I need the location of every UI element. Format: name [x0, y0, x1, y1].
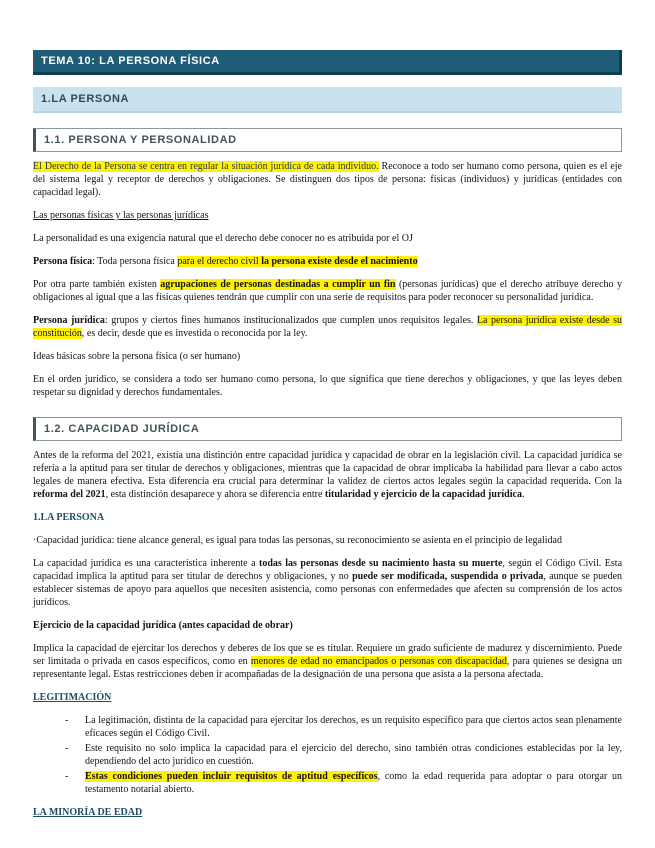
text-segment: puede ser modificada, suspendida o privada: [352, 571, 544, 582]
text-segment: ·Capacidad jurídica: tiene alcance general, es igual para todas las personas, su reconocimiento se asienta en el principio de legalidad: [33, 535, 562, 546]
text-segment: : Toda persona física: [92, 256, 178, 267]
subheading-legitimacion: [33, 691, 622, 704]
text-segment: titularidad y ejercicio de la capacidad jurídica: [324, 489, 522, 500]
text-segment: Reconoce a todo ser humano como persona, quien es el eje del sistema legal y receptor de derechos y obligaciones. Se distinguen dos tipos de persona: físicas (individuos) y jurídicas (entidades con capacidad legal).: [33, 161, 622, 198]
text-segment: .: [521, 489, 525, 500]
section-1-2-content: [33, 449, 622, 819]
subheading-la-persona: [33, 511, 622, 524]
text-segment: reforma del 2021: [33, 489, 106, 500]
text-segment: Este requisito no solo implica la capacidad para el ejercicio del derecho, sino también otras condiciones establecidas por la ley, dependiendo del acto jurídico en cuestión.: [85, 743, 622, 767]
text-segment: Ejercicio de la capacidad jurídica (antes capacidad de obrar): [33, 620, 293, 631]
text-segment: , para quienes se designa un representante legal. Estas restricciones deben ir acompañadas de la designación de una persona que asista a la persona afectada.: [33, 656, 622, 680]
document-title: TEMA 10: LA PERSONA FÍSICA: [41, 55, 220, 67]
text-segment: : grupos y ciertos fines humanos institucionalizados que cumplen unos requisitos legales.: [104, 315, 477, 326]
text-segment: , según el Código Civil. Esta capacidad implica la aptitud para ser titular de derechos y obligaciones, y no: [33, 558, 623, 582]
section-1-1-content: [33, 160, 622, 399]
text-segment: , es decir, desde que es investida o reconocida por la ley.: [81, 328, 308, 339]
paragraph-persona-juridica: [33, 314, 622, 340]
paragraph-persona-fisica: [33, 255, 622, 268]
text-segment: LEGITIMACIÓN: [33, 692, 112, 703]
paragraph-reforma-2021: [33, 449, 622, 501]
paragraph-ideas-basicas: [33, 350, 622, 363]
text-segment: Ideas básicas sobre la persona física (o ser humano): [33, 351, 241, 362]
heading-1-1-label: 1.1. PERSONA Y PERSONALIDAD: [44, 134, 237, 146]
bullet-item: [33, 770, 622, 796]
text-segment: La personalidad es una exigencia natural que el derecho debe conocer no es atribuida por el OJ: [33, 233, 413, 244]
text-segment: Las personas físicas y las personas jurídicas: [33, 210, 209, 221]
highlighted-text: la persona existe desde el nacimiento: [261, 256, 418, 267]
highlighted-text: para el derecho civil: [177, 256, 262, 267]
document-title-bar: [33, 50, 622, 75]
subheading-personas-fisicas-juridicas: [33, 209, 622, 222]
text-segment: Por otra parte también existen: [33, 279, 161, 290]
bullet-item: [33, 714, 622, 740]
section-1-bar: [33, 87, 622, 113]
paragraph-agrupaciones: [33, 278, 622, 304]
text-segment: LA MINORÍA DE EDAD: [33, 807, 143, 818]
legitimacion-bullet-list: [33, 714, 622, 796]
text-segment: Antes de la reforma del 2021, existía una distinción entre capacidad jurídica y capacidad de obrar en la legislación civil. La capacidad jurídica se refería a la aptitud para ser titular de derechos y obligaciones, mientras que la capacidad de obrar implicaba la habilidad para llevar a cabo actos legales de manera efectiva. Esta diferencia era crucial para determinar la validez de ciertos actos legales según la capacidad requerida. Con la: [33, 450, 622, 487]
paragraph-intro: [33, 160, 622, 199]
bullet-item: [33, 742, 622, 768]
text-segment: Implica la capacidad de ejercitar los derechos y deberes de los que se es titular. Requiere un grado suficiente de madurez y discernimiento. Puede ser limitada o privada en casos específicos, como en: [33, 643, 622, 667]
heading-1-2-box: [33, 417, 622, 441]
subheading-minoria-de-edad: [33, 806, 622, 819]
highlighted-text: El Derecho de la Persona se centra en regular la situación jurídica de cada individuo.: [33, 161, 379, 172]
text-segment: , aunque se pueden establecer sistemas de apoyo para aquellos que necesiten asistencia, como personas con enfermedades que afecten su comprensión de los actos jurídicos.: [33, 571, 623, 608]
text-segment: , esta distinción desaparece y ahora se diferencia entre: [105, 489, 325, 500]
paragraph-capacidad-inherente: [33, 557, 622, 609]
paragraph-ejercitar-derechos: [33, 642, 622, 681]
text-segment: (personas jurídicas) que el derecho atribuye derecho y obligaciones al igual que a las físicas quienes tendrán que cumplir con una serie de requisitos para poder reconocer su personalidad jurídica.: [33, 279, 623, 303]
paragraph-personalidad: [33, 232, 622, 245]
text-segment: , como la edad requerida para adoptar o para otorgar un testamento notarial abierto.: [85, 771, 622, 795]
text-segment: 1.LA PERSONA: [33, 512, 105, 523]
paragraph-orden-juridico: [33, 373, 622, 399]
text-segment: La capacidad jurídica es una característica inherente a: [33, 558, 260, 569]
text-segment: todas las personas desde su nacimiento hasta su muerte: [259, 558, 503, 569]
subheading-ejercicio-capacidad: [33, 619, 622, 632]
heading-1-2-label: 1.2. CAPACIDAD JURÍDICA: [44, 423, 200, 435]
text-segment: En el orden jurídico, se considera a todo ser humano como persona, lo que significa que tiene derechos y obligaciones, y que las leyes deben respetar su dignidad y derechos fundamentales.: [33, 374, 622, 398]
text-segment: Persona jurídica: [33, 315, 105, 326]
text-segment: La legitimación, distinta de la capacidad para ejercitar los derechos, es un requisito específico para que ciertos actos sean plenamente eficaces según el Código Civil.: [85, 715, 622, 739]
highlighted-text: menores de edad no emancipados o personas con discapacidad: [250, 656, 507, 667]
heading-1-1-box: [33, 128, 622, 152]
highlighted-text: agrupaciones de personas destinadas a cumplir un fin: [160, 279, 396, 290]
section-1-label: 1.LA PERSONA: [41, 93, 130, 105]
highlighted-text: Estas condiciones pueden incluir requisitos de aptitud específicos: [85, 771, 378, 782]
paragraph-capacidad-juridica-alcance: [33, 534, 622, 547]
text-segment: Persona física: [33, 256, 93, 267]
highlighted-text: La persona jurídica existe desde su constitución: [33, 315, 622, 339]
